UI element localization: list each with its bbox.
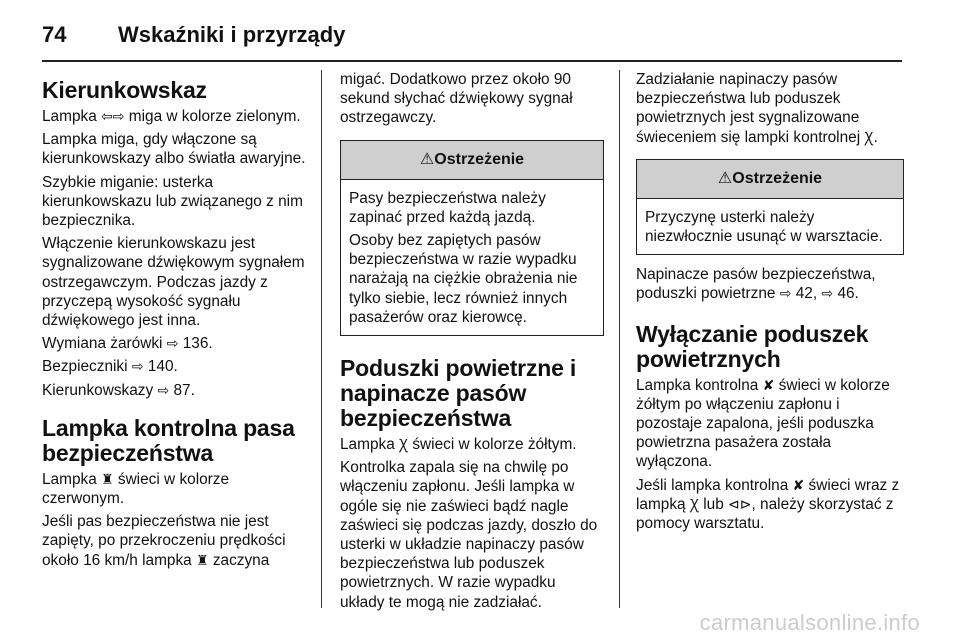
reference-line: Napinacze pasów bezpieczeństwa, poduszki powietrzne ⇨ 42, ⇨ 46. <box>636 266 876 303</box>
page-ref-link[interactable]: 136. <box>182 335 213 353</box>
warning-icon: ⚠ <box>419 150 435 168</box>
seatbelt-reminder-icon: ♜ <box>101 470 114 487</box>
paragraph: Lampka ⇦⇨ miga w kolorze zielonym. <box>42 108 301 125</box>
warning-icon: ⚠ <box>717 169 733 187</box>
page-ref-arrow-icon: ⇨ <box>821 285 834 302</box>
warning-header <box>341 141 603 180</box>
section-heading-kierunkowskaz: Kierunkowskaz <box>42 77 207 103</box>
paragraph: Lampka Ꭓ świeci w kolorze żółtym. <box>340 436 577 454</box>
warning-box <box>636 159 904 255</box>
page-ref-arrow-icon: ⇨ <box>166 335 179 352</box>
airbag-warning-icon: Ꭓ <box>399 436 409 453</box>
paragraph: Jeśli lampka kontrolna ✘ świeci wraz z lampką Ꭓ lub ⊲⊳, należy skorzystać z pomocy warsztatu. <box>636 476 900 533</box>
paragraph: Lampka miga, gdy włączone są kierunkowskazy albo światła awaryjne. <box>42 131 306 168</box>
warning-text: Przyczynę usterki należy niezwłocznie usunąć w warsztacie. <box>645 208 883 246</box>
paragraph: Lampka ♜ świeci w kolorze czerwonym. <box>42 470 230 508</box>
page-ref-link[interactable]: 87. <box>173 381 195 399</box>
paragraph: migać. Dodatkowo przez około 90 sekund słychać dźwiękowy sygnał ostrzegawczy. <box>340 71 573 127</box>
column-1 <box>42 70 310 574</box>
watermark: carmanualsonline.info <box>699 610 920 635</box>
reference-line: Wymiana żarówki ⇨ 136. <box>42 335 213 353</box>
warning-title: Ostrzeżenie <box>732 169 823 187</box>
page-ref-link[interactable]: 42, <box>795 285 822 303</box>
page-title: Wskaźniki i przyrządy <box>118 22 346 47</box>
warning-header <box>637 160 903 199</box>
warning-text: Osoby bez zapiętych pasów bezpieczeństwa w razie wypadku narażają na ciężkie obrażenia nie tylko siebie, lecz również innych pasażerów oraz kierowcę. <box>349 232 578 326</box>
page-ref-link[interactable]: 140. <box>147 358 178 376</box>
turn-signal-icon: ⇦⇨ <box>101 108 125 124</box>
paragraph: Szybkie miganie: usterka kierunkowskazu lub związanego z nim bezpiecznika. <box>42 173 303 230</box>
column-divider <box>321 70 322 608</box>
airbag-off-icon: ✘ <box>792 476 805 493</box>
warning-box <box>340 140 604 336</box>
page-ref-link[interactable]: 46. <box>837 285 859 303</box>
reference-line: Bezpieczniki ⇨ 140. <box>42 358 178 376</box>
section-heading-airbags: Poduszki powietrzne i napinacze pasów bezpieczeństwa <box>340 355 577 432</box>
warning-text: Pasy bezpieczeństwa należy zapinać przed każdą jazdą. <box>349 189 546 226</box>
page-ref-arrow-icon: ⇨ <box>131 358 144 375</box>
seatbelt-reminder-icon: ♜ <box>195 551 209 568</box>
section-heading-airbag-deactivation: Wyłączanie poduszek powietrznych <box>636 320 869 372</box>
airbag-warning-icon: Ꭓ <box>689 495 699 512</box>
column-divider <box>619 70 620 608</box>
header-rule <box>42 60 902 62</box>
page-ref-arrow-icon: ⇨ <box>779 285 792 302</box>
airbag-warning-icon: Ꭓ <box>864 128 874 145</box>
paragraph: Zadziałanie napinaczy pasów bezpieczeństwa lub poduszek powietrznych jest sygnalizowane świeceniem się lampki kontrolnej Ꭓ. <box>636 71 878 146</box>
column-3 <box>636 70 904 537</box>
page-number: 74 <box>42 22 67 47</box>
airbag-off-icon: ✘ <box>762 376 775 393</box>
seatbelt-tensioner-icon: ⊲⊳ <box>728 495 752 512</box>
page-ref-arrow-icon: ⇨ <box>157 381 170 398</box>
paragraph: Włączenie kierunkowskazu jest sygnalizowane dźwiękowym sygnałem ostrzegawczym. Podczas jazdy z przyczepą wysokość sygnału dźwiękowego jest inna. <box>42 235 305 330</box>
column-2 <box>340 70 604 616</box>
warning-title: Ostrzeżenie <box>434 150 525 168</box>
reference-line: Kierunkowskazy ⇨ 87. <box>42 381 195 399</box>
paragraph: Kontrolka zapala się na chwilę po włączeniu zapłonu. Jeśli lampka w ogóle się nie zaświeci bądź nagle zaświeci się podczas jazdy, doszło do usterki w układzie napinaczy pasów bezpieczeństwa lub poduszek powietrznych. W razie wypadku układy te mogą nie zadziałać. <box>340 459 598 611</box>
paragraph: Jeśli pas bezpieczeństwa nie jest zapięty, po przekroczeniu prędkości około 16 km/h lampka ♜ zaczyna <box>42 513 286 569</box>
section-heading-seatbelt-indicator: Lampka kontrolna pasa bezpieczeństwa <box>42 414 295 466</box>
paragraph: Lampka kontrolna ✘ świeci w kolorze żółtym po włączeniu zapłonu i pozostaje zapalona, jeśli poduszka powietrzna pasażera została wyłączona. <box>636 376 890 471</box>
